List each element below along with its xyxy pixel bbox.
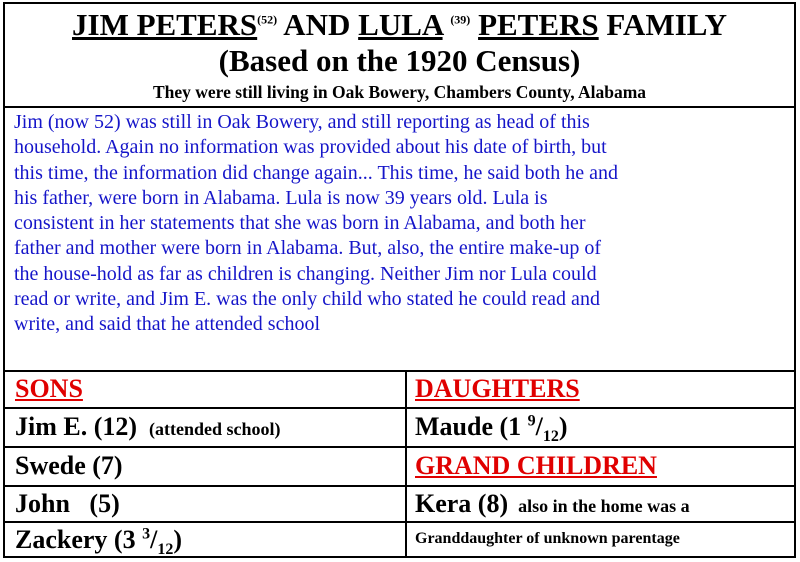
son-john: John (5) xyxy=(15,489,120,518)
grandchild-kera-name: Kera (8) xyxy=(415,489,509,518)
narrative-line: read or write, and Jim E. was the only child who stated he could read and xyxy=(14,288,600,311)
document-frame xyxy=(3,2,796,558)
family-table xyxy=(5,370,794,558)
title-block xyxy=(5,4,794,108)
zackery-suffix: ) xyxy=(173,525,182,554)
son-jim-e-name: Jim E. (12) xyxy=(15,412,138,441)
column-divider xyxy=(405,372,407,558)
daughter-maude: Maude (1 $^9/_{12}$) xyxy=(415,412,568,446)
lula-name: LULA xyxy=(358,7,443,42)
peters-word: PETERS xyxy=(478,7,599,42)
narrative-line: consistent in her statements that she was born in Alabama, and both her xyxy=(14,212,586,235)
zackery-prefix: Zackery (3 xyxy=(15,525,136,554)
jim-name: JIM PETERS xyxy=(72,7,258,42)
grandchildren-heading: GRAND CHILDREN xyxy=(415,451,657,480)
row-divider xyxy=(5,407,794,409)
page-title xyxy=(5,8,794,42)
granddaughter-note: Granddaughter of unknown parentage xyxy=(415,530,680,547)
row-divider xyxy=(5,521,794,523)
zackery-frac-num: 3 xyxy=(142,525,151,543)
narrative-line: Jim (now 52) was still in Oak Bowery, and still reporting as head of this xyxy=(14,111,590,133)
maude-prefix: Maude (1 xyxy=(415,412,522,441)
narrative-line: this time, the information did change again... This time, he said both he and xyxy=(14,161,618,184)
son-jim-e-note: (attended school) xyxy=(149,419,281,439)
daughters-heading: DAUGHTERS xyxy=(415,374,580,403)
and-word: AND xyxy=(283,7,351,42)
son-jim-e xyxy=(15,412,281,442)
grandchild-kera xyxy=(415,489,690,519)
narrative-line: the house-hold as far as children is changing. Neither Jim nor Lula could xyxy=(14,262,597,285)
maude-frac-den: 12 xyxy=(542,428,559,446)
lula-age: (39) xyxy=(450,12,471,27)
jim-age: (52) xyxy=(257,12,278,27)
page-subtitle: (Based on the 1920 Census) xyxy=(218,43,581,78)
grandchild-kera-note: also in the home was a xyxy=(518,496,690,516)
row-divider xyxy=(5,446,794,448)
son-zackery: Zackery (3 $^3/_{12}$) xyxy=(15,525,182,559)
maude-suffix: ) xyxy=(558,412,568,441)
narrative-line: father and mother were born in Alabama. But, also, the entire make-up of xyxy=(14,237,602,260)
maude-frac-num: 9 xyxy=(527,412,536,430)
narrative-line: write, and said that he attended school xyxy=(14,313,321,336)
row-divider xyxy=(5,485,794,487)
family-word: FAMILY xyxy=(606,7,727,42)
narrative-paragraph xyxy=(14,110,784,338)
son-swede: Swede (7) xyxy=(15,451,123,480)
zackery-frac-den: 12 xyxy=(157,541,174,559)
narrative-line: his father, were born in Alabama. Lula is now 39 years old. Lula is xyxy=(14,186,548,209)
sons-heading: SONS xyxy=(15,374,83,403)
location-line: They were still living in Oak Bowery, Chambers County, Alabama xyxy=(152,82,647,102)
narrative-line: household. Again no information was provided about his date of birth, but xyxy=(14,136,607,159)
